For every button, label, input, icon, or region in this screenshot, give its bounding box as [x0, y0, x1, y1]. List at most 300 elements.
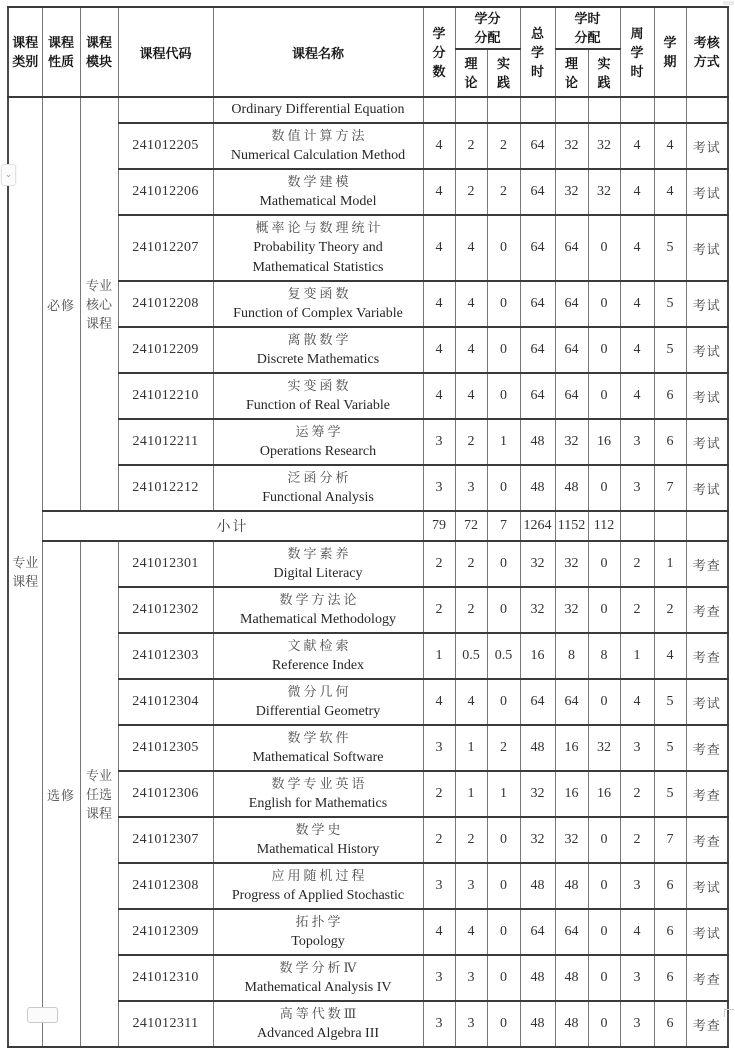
col-header-weekly-hours-label: 周学时 [630, 25, 644, 79]
total-hours-cell: 32 [520, 771, 555, 817]
course-name-zh: 文献检索 [287, 638, 352, 653]
course-name-en: Ordinary Differential Equation [231, 102, 405, 117]
col-header-credit-practice [487, 49, 520, 97]
total-hours-cell: 48 [520, 419, 555, 465]
course-name-cell [213, 97, 423, 123]
course-code-cell: 241012208 [118, 281, 213, 327]
course-name-zh: 复变函数 [287, 286, 352, 301]
credit-practice-cell: 0 [487, 1001, 520, 1047]
col-header-credit-dist [455, 7, 520, 49]
col-header-weekly-hours [620, 7, 654, 97]
hour-theory-cell: 32 [555, 817, 588, 863]
credit-practice-cell: 0 [487, 817, 520, 863]
weekly-hours-cell: 2 [620, 817, 654, 863]
assessment-cell: 考查 [686, 771, 728, 817]
total-hours-cell: 32 [520, 587, 555, 633]
credit-practice-cell: 0 [487, 587, 520, 633]
course-name-en: English for Mathematics [248, 796, 388, 811]
table-body [8, 97, 728, 1047]
col-header-category-label: 课程类别 [12, 35, 39, 69]
credit-theory-cell: 3 [455, 863, 487, 909]
course-name-zh: 高等代数Ⅲ [279, 1006, 360, 1021]
course-name-cell [213, 465, 423, 511]
hour-practice-cell: 8 [588, 633, 620, 679]
course-code-cell: 241012302 [118, 587, 213, 633]
col-header-assessment [686, 7, 728, 97]
credits-cell: 3 [423, 1001, 455, 1047]
credit-theory-cell: 2 [455, 541, 487, 587]
course-name-cell [213, 541, 423, 587]
hour-practice-cell: 32 [588, 725, 620, 771]
col-header-code: 课程代码 [118, 7, 213, 97]
weekly-hours-cell: 3 [620, 863, 654, 909]
credits-cell: 1 [423, 633, 455, 679]
weekly-hours-cell: 3 [620, 955, 654, 1001]
credits-cell: 4 [423, 215, 455, 281]
credit-theory-cell: 2 [455, 169, 487, 215]
hour-practice-cell: 0 [588, 215, 620, 281]
hour-practice-cell: 0 [588, 281, 620, 327]
col-header-assessment-label: 考核方式 [693, 35, 720, 69]
semester-cell: 4 [654, 633, 686, 679]
assessment-cell: 考查 [686, 725, 728, 771]
assessment-cell: 考查 [686, 817, 728, 863]
semester-cell: 6 [654, 909, 686, 955]
hour-practice-cell [588, 97, 620, 123]
total-hours-cell: 16 [520, 633, 555, 679]
hour-theory-cell: 32 [555, 541, 588, 587]
course-code-cell: 241012306 [118, 771, 213, 817]
semester-cell: 6 [654, 863, 686, 909]
credit-theory-cell: 3 [455, 955, 487, 1001]
col-header-nature [42, 7, 80, 97]
course-name-en: Function of Complex Variable [233, 306, 403, 321]
weekly-hours-cell: 3 [620, 725, 654, 771]
assessment-cell: 考试 [686, 281, 728, 327]
col-header-total-hours-label: 总学时 [530, 25, 544, 79]
bottom-left-handle [27, 1007, 58, 1023]
assessment-cell: 考试 [686, 123, 728, 169]
section-nature-cell: 选修 [42, 541, 80, 1047]
hour-theory-cell: 32 [555, 123, 588, 169]
col-header-module-label: 课程模块 [85, 35, 112, 69]
credit-theory-cell: 2 [455, 587, 487, 633]
top-right-artifact [723, 1, 734, 5]
hour-practice-cell: 32 [588, 123, 620, 169]
credit-practice-cell: 1 [487, 771, 520, 817]
hour-theory-cell: 64 [555, 373, 588, 419]
weekly-hours-cell: 4 [620, 679, 654, 725]
assessment-cell: 考查 [686, 955, 728, 1001]
hour-theory-cell: 64 [555, 909, 588, 955]
course-name-cell [213, 327, 423, 373]
credit-practice-cell: 0 [487, 465, 520, 511]
col-header-hour-practice-label: 实践 [597, 56, 611, 90]
course-code-cell: 241012209 [118, 327, 213, 373]
course-name-cell [213, 123, 423, 169]
total-hours-cell: 48 [520, 725, 555, 771]
course-name-en: Differential Geometry [255, 704, 381, 719]
course-code-cell: 241012210 [118, 373, 213, 419]
hour-practice-cell: 0 [588, 863, 620, 909]
partial-course-row [8, 97, 728, 123]
course-name-en: Topology [291, 934, 345, 949]
course-row [8, 541, 728, 587]
credits-cell: 4 [423, 123, 455, 169]
subtotal-credits-cell: 79 [423, 511, 455, 541]
course-name-cell [213, 955, 423, 1001]
course-name-cell [213, 817, 423, 863]
credit-practice-cell: 1 [487, 419, 520, 465]
weekly-hours-cell: 4 [620, 327, 654, 373]
semester-cell: 7 [654, 817, 686, 863]
hour-practice-cell: 0 [588, 327, 620, 373]
subtotal-assessment-cell [686, 511, 728, 541]
credit-practice-cell: 2 [487, 123, 520, 169]
subtotal-credit-theory-cell: 72 [455, 511, 487, 541]
assessment-cell: 考查 [686, 633, 728, 679]
category-label: 专业课程 [12, 555, 39, 589]
hour-practice-cell: 0 [588, 817, 620, 863]
assessment-cell: 考查 [686, 541, 728, 587]
course-name-cell [213, 725, 423, 771]
col-header-hour-practice [588, 49, 620, 97]
col-header-semester-label: 学期 [663, 35, 677, 69]
hour-practice-cell: 16 [588, 419, 620, 465]
course-code-cell: 241012207 [118, 215, 213, 281]
hour-practice-cell: 0 [588, 587, 620, 633]
credits-cell: 3 [423, 863, 455, 909]
course-code-cell: 241012206 [118, 169, 213, 215]
hour-theory-cell: 48 [555, 863, 588, 909]
weekly-hours-cell: 4 [620, 169, 654, 215]
credits-cell: 2 [423, 771, 455, 817]
credit-practice-cell: 0 [487, 679, 520, 725]
credit-practice-cell: 0.5 [487, 633, 520, 679]
course-name-cell [213, 1001, 423, 1047]
credit-theory-cell: 2 [455, 123, 487, 169]
weekly-hours-cell [620, 97, 654, 123]
hour-practice-cell: 0 [588, 955, 620, 1001]
course-name-en: Digital Literacy [273, 566, 363, 581]
total-hours-cell: 48 [520, 465, 555, 511]
weekly-hours-cell: 4 [620, 281, 654, 327]
credit-theory-cell: 4 [455, 373, 487, 419]
semester-cell: 5 [654, 215, 686, 281]
credit-practice-cell: 0 [487, 281, 520, 327]
col-header-category [8, 7, 42, 97]
hour-theory-cell: 8 [555, 633, 588, 679]
semester-cell: 5 [654, 679, 686, 725]
hour-theory-cell: 64 [555, 281, 588, 327]
course-name-en: Probability Theory and Mathematical Statistics [252, 240, 384, 275]
course-name-zh: 微分几何 [287, 684, 352, 699]
assessment-cell: 考试 [686, 679, 728, 725]
credit-theory-cell: 1 [455, 725, 487, 771]
credits-cell: 2 [423, 817, 455, 863]
course-code-cell: 241012212 [118, 465, 213, 511]
col-header-hour-theory-label: 理论 [564, 56, 578, 90]
total-hours-cell: 32 [520, 817, 555, 863]
subtotal-credit-practice-cell: 7 [487, 511, 520, 541]
course-name-en: Mathematical History [256, 842, 380, 857]
semester-cell: 5 [654, 771, 686, 817]
hour-theory-cell: 32 [555, 587, 588, 633]
credit-theory-cell: 4 [455, 679, 487, 725]
weekly-hours-cell: 3 [620, 465, 654, 511]
course-code-cell: 241012308 [118, 863, 213, 909]
credit-practice-cell: 0 [487, 541, 520, 587]
section-module-label: 专业任选课程 [85, 767, 112, 821]
hour-theory-cell [555, 97, 588, 123]
semester-cell: 6 [654, 955, 686, 1001]
course-name-zh: 概率论与数理统计 [255, 220, 384, 235]
total-hours-cell: 64 [520, 281, 555, 327]
course-name-cell [213, 587, 423, 633]
course-name-cell [213, 419, 423, 465]
subtotal-semester-cell [654, 511, 686, 541]
subtotal-label-cell: 小计 [42, 511, 423, 541]
course-name-zh: 数学专业英语 [271, 776, 368, 791]
subtotal-weekly-hours-cell [620, 511, 654, 541]
subtotal-row [8, 511, 728, 541]
course-name-cell [213, 169, 423, 215]
total-hours-cell: 32 [520, 541, 555, 587]
weekly-hours-cell: 3 [620, 1001, 654, 1047]
assessment-cell: 考试 [686, 373, 728, 419]
course-name-en: Mathematical Model [259, 194, 377, 209]
credit-theory-cell: 3 [455, 465, 487, 511]
credit-theory-cell: 2 [455, 817, 487, 863]
course-name-zh: 实变函数 [287, 378, 352, 393]
course-name-cell [213, 909, 423, 955]
course-name-cell [213, 863, 423, 909]
course-name-en: Operations Research [259, 444, 377, 459]
assessment-cell: 考查 [686, 587, 728, 633]
course-name-en: Function of Real Variable [246, 398, 390, 413]
total-hours-cell: 64 [520, 373, 555, 419]
semester-cell: 6 [654, 419, 686, 465]
semester-cell: 5 [654, 725, 686, 771]
credit-theory-cell: 4 [455, 327, 487, 373]
course-name-zh: 数学建模 [287, 174, 352, 189]
credit-practice-cell: 0 [487, 215, 520, 281]
credits-cell: 3 [423, 419, 455, 465]
credit-practice-cell: 2 [487, 169, 520, 215]
assessment-cell: 考试 [686, 327, 728, 373]
course-name-en: Mathematical Methodology [240, 612, 396, 627]
hour-theory-cell: 32 [555, 169, 588, 215]
course-name-zh: 应用随机过程 [271, 868, 368, 883]
col-header-hour-dist [555, 7, 620, 49]
hour-theory-cell: 16 [555, 725, 588, 771]
credit-practice-cell: 0 [487, 863, 520, 909]
hour-theory-cell: 64 [555, 679, 588, 725]
course-name-zh: 数学分析Ⅳ [279, 960, 360, 975]
credit-practice-cell: 2 [487, 725, 520, 771]
col-header-hour-theory [555, 49, 588, 97]
assessment-cell: 考试 [686, 465, 728, 511]
course-name-zh: 数字素养 [287, 546, 352, 561]
course-name-en: Discrete Mathematics [256, 352, 380, 367]
hour-theory-cell: 32 [555, 419, 588, 465]
credit-theory-cell: 4 [455, 215, 487, 281]
total-hours-cell: 48 [520, 955, 555, 1001]
hour-practice-cell: 0 [588, 373, 620, 419]
col-header-credit-practice-label: 实践 [496, 56, 510, 90]
course-code-cell: 241012304 [118, 679, 213, 725]
col-header-nature-label: 课程性质 [47, 35, 74, 69]
credits-cell: 4 [423, 909, 455, 955]
assessment-cell: 考试 [686, 215, 728, 281]
col-header-credit-theory [455, 49, 487, 97]
credit-practice-cell: 0 [487, 909, 520, 955]
credit-practice-cell: 0 [487, 373, 520, 419]
weekly-hours-cell: 3 [620, 419, 654, 465]
course-name-en: Advanced Algebra III [256, 1026, 380, 1041]
hour-theory-cell: 48 [555, 465, 588, 511]
credit-practice-cell: 0 [487, 327, 520, 373]
course-name-zh: 拓扑学 [295, 914, 344, 929]
credits-cell [423, 97, 455, 123]
col-header-credits-label: 学分数 [432, 25, 446, 79]
collapse-chevron-button[interactable] [1, 164, 16, 186]
course-code-cell [118, 97, 213, 123]
curriculum-table [4, 6, 729, 1048]
section-module-label: 专业核心课程 [85, 277, 112, 331]
weekly-hours-cell: 4 [620, 909, 654, 955]
course-code-cell: 241012307 [118, 817, 213, 863]
credits-cell: 3 [423, 465, 455, 511]
credit-theory-cell: 3 [455, 1001, 487, 1047]
total-hours-cell [520, 97, 555, 123]
total-hours-cell: 64 [520, 679, 555, 725]
course-name-en: Functional Analysis [262, 490, 374, 505]
subtotal-hour-practice-cell: 112 [588, 511, 620, 541]
course-code-cell: 241012309 [118, 909, 213, 955]
credit-theory-cell: 4 [455, 909, 487, 955]
credit-theory-cell [455, 97, 487, 123]
total-hours-cell: 64 [520, 169, 555, 215]
credits-cell: 2 [423, 587, 455, 633]
semester-cell: 5 [654, 327, 686, 373]
chevron-down-icon: ⌄ [4, 169, 13, 179]
course-name-en: Progress of Applied Stochastic [231, 888, 405, 903]
assessment-cell [686, 97, 728, 123]
col-header-name: 课程名称 [213, 7, 423, 97]
total-hours-cell: 48 [520, 1001, 555, 1047]
course-name-cell [213, 771, 423, 817]
hour-theory-cell: 16 [555, 771, 588, 817]
course-name-zh: 数学软件 [287, 730, 352, 745]
course-name-zh: 泛函分析 [287, 470, 352, 485]
course-name-cell [213, 679, 423, 725]
hour-practice-cell: 0 [588, 679, 620, 725]
course-name-cell [213, 373, 423, 419]
col-header-total-hours [520, 7, 555, 97]
col-header-credits [423, 7, 455, 97]
semester-cell: 2 [654, 587, 686, 633]
weekly-hours-cell: 4 [620, 373, 654, 419]
credits-cell: 4 [423, 169, 455, 215]
credit-practice-cell [487, 97, 520, 123]
hour-practice-cell: 16 [588, 771, 620, 817]
course-code-cell: 241012205 [118, 123, 213, 169]
course-name-en: Reference Index [271, 658, 365, 673]
semester-cell: 1 [654, 541, 686, 587]
hour-theory-cell: 48 [555, 1001, 588, 1047]
weekly-hours-cell: 1 [620, 633, 654, 679]
course-name-zh: 数学方法论 [279, 592, 360, 607]
table-header [8, 7, 728, 97]
total-hours-cell: 64 [520, 123, 555, 169]
bottom-right-corner-mark [724, 1009, 734, 1017]
course-code-cell: 241012301 [118, 541, 213, 587]
section-module-cell [80, 97, 118, 511]
col-header-credit-theory-label: 理论 [464, 56, 478, 90]
total-hours-cell: 48 [520, 863, 555, 909]
credit-theory-cell: 1 [455, 771, 487, 817]
hour-theory-cell: 48 [555, 955, 588, 1001]
hour-theory-cell: 64 [555, 215, 588, 281]
total-hours-cell: 64 [520, 215, 555, 281]
assessment-cell: 考试 [686, 419, 728, 465]
course-name-cell [213, 215, 423, 281]
total-hours-cell: 64 [520, 327, 555, 373]
semester-cell: 6 [654, 373, 686, 419]
subtotal-hour-theory-cell: 1152 [555, 511, 588, 541]
weekly-hours-cell: 2 [620, 587, 654, 633]
credits-cell: 3 [423, 725, 455, 771]
hour-practice-cell: 0 [588, 465, 620, 511]
semester-cell: 5 [654, 281, 686, 327]
credits-cell: 4 [423, 373, 455, 419]
course-name-zh: 运筹学 [295, 424, 344, 439]
assessment-cell: 考查 [686, 1001, 728, 1047]
hour-theory-cell: 64 [555, 327, 588, 373]
assessment-cell: 考试 [686, 909, 728, 955]
credit-theory-cell: 0.5 [455, 633, 487, 679]
hour-practice-cell: 0 [588, 909, 620, 955]
assessment-cell: 考试 [686, 169, 728, 215]
course-code-cell: 241012305 [118, 725, 213, 771]
semester-cell: 6 [654, 1001, 686, 1047]
semester-cell: 7 [654, 465, 686, 511]
col-header-module [80, 7, 118, 97]
section-nature-cell: 必修 [42, 97, 80, 511]
course-name-cell [213, 633, 423, 679]
credits-cell: 4 [423, 679, 455, 725]
course-code-cell: 241012310 [118, 955, 213, 1001]
course-name-zh: 数学史 [295, 822, 344, 837]
credits-cell: 4 [423, 281, 455, 327]
weekly-hours-cell: 4 [620, 215, 654, 281]
course-name-en: Numerical Calculation Method [230, 148, 406, 163]
course-name-zh: 离散数学 [287, 332, 352, 347]
credit-theory-cell: 4 [455, 281, 487, 327]
weekly-hours-cell: 2 [620, 771, 654, 817]
course-name-en: Mathematical Software [252, 750, 384, 765]
col-header-hour-dist-label: 学时分配 [574, 11, 601, 45]
category-cell [8, 97, 42, 1047]
course-code-cell: 241012211 [118, 419, 213, 465]
hour-practice-cell: 32 [588, 169, 620, 215]
course-name-zh: 数值计算方法 [271, 128, 368, 143]
credits-cell: 2 [423, 541, 455, 587]
col-header-semester [654, 7, 686, 97]
semester-cell [654, 97, 686, 123]
credit-theory-cell: 2 [455, 419, 487, 465]
